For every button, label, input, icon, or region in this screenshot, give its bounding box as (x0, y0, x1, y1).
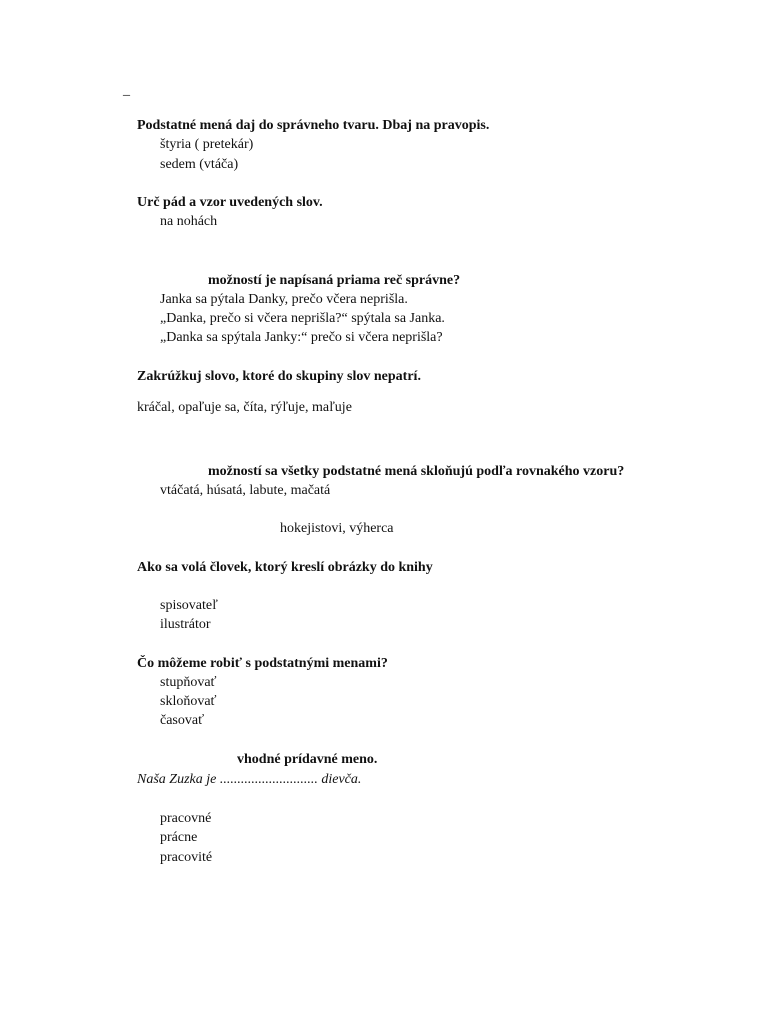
question-3-option: „Danka sa spýtala Janky:“ prečo si včera neprišla? (160, 330, 443, 345)
question-6-option: spisovateľ (160, 598, 218, 613)
question-1-title: Podstatné mená daj do správneho tvaru. Dbaj na pravopis. (137, 118, 490, 133)
question-8-option: pracovné (160, 811, 212, 826)
question-1-item: štyria ( pretekár) (160, 137, 254, 152)
question-5-option: hokejistovi, výherca (280, 521, 394, 536)
question-3-title: možností je napísaná priama reč správne? (208, 273, 461, 288)
question-8-option: prácne (160, 830, 198, 845)
question-8-title: vhodné prídavné meno. (237, 752, 378, 767)
question-6-option: ilustrátor (160, 617, 211, 632)
question-7-option: časovať (160, 713, 205, 728)
question-7-title: Čo môžeme robiť s podstatnými menami? (137, 656, 388, 671)
question-8-option: pracovité (160, 850, 213, 865)
question-5-option: vtáčatá, húsatá, labute, mačatá (160, 483, 331, 498)
question-6-title: Ako sa volá človek, ktorý kreslí obrázky do knihy (137, 560, 433, 575)
question-8-sentence: Naša Zuzka je ............................ dievča. (137, 772, 362, 787)
question-1-item: sedem (vtáča) (160, 157, 239, 172)
question-5-title: možností sa všetky podstatné mená skloňujú podľa rovnakého vzoru? (208, 464, 625, 479)
question-2-item: na nohách (160, 214, 218, 229)
question-4-words: kráčal, opaľuje sa, číta, rýľuje, maľuje (137, 400, 352, 415)
question-7-option: skloňovať (160, 694, 217, 709)
page-mark: _ (123, 83, 130, 98)
question-4-title: Zakrúžkuj slovo, ktoré do skupiny slov nepatrí. (137, 369, 421, 384)
question-7-option: stupňovať (160, 675, 217, 690)
question-3-option: „Danka, prečo si včera neprišla?“ spýtala sa Janka. (160, 311, 445, 326)
question-2-title: Urč pád a vzor uvedených slov. (137, 195, 323, 210)
question-3-option: Janka sa pýtala Danky, prečo včera neprišla. (160, 292, 408, 307)
